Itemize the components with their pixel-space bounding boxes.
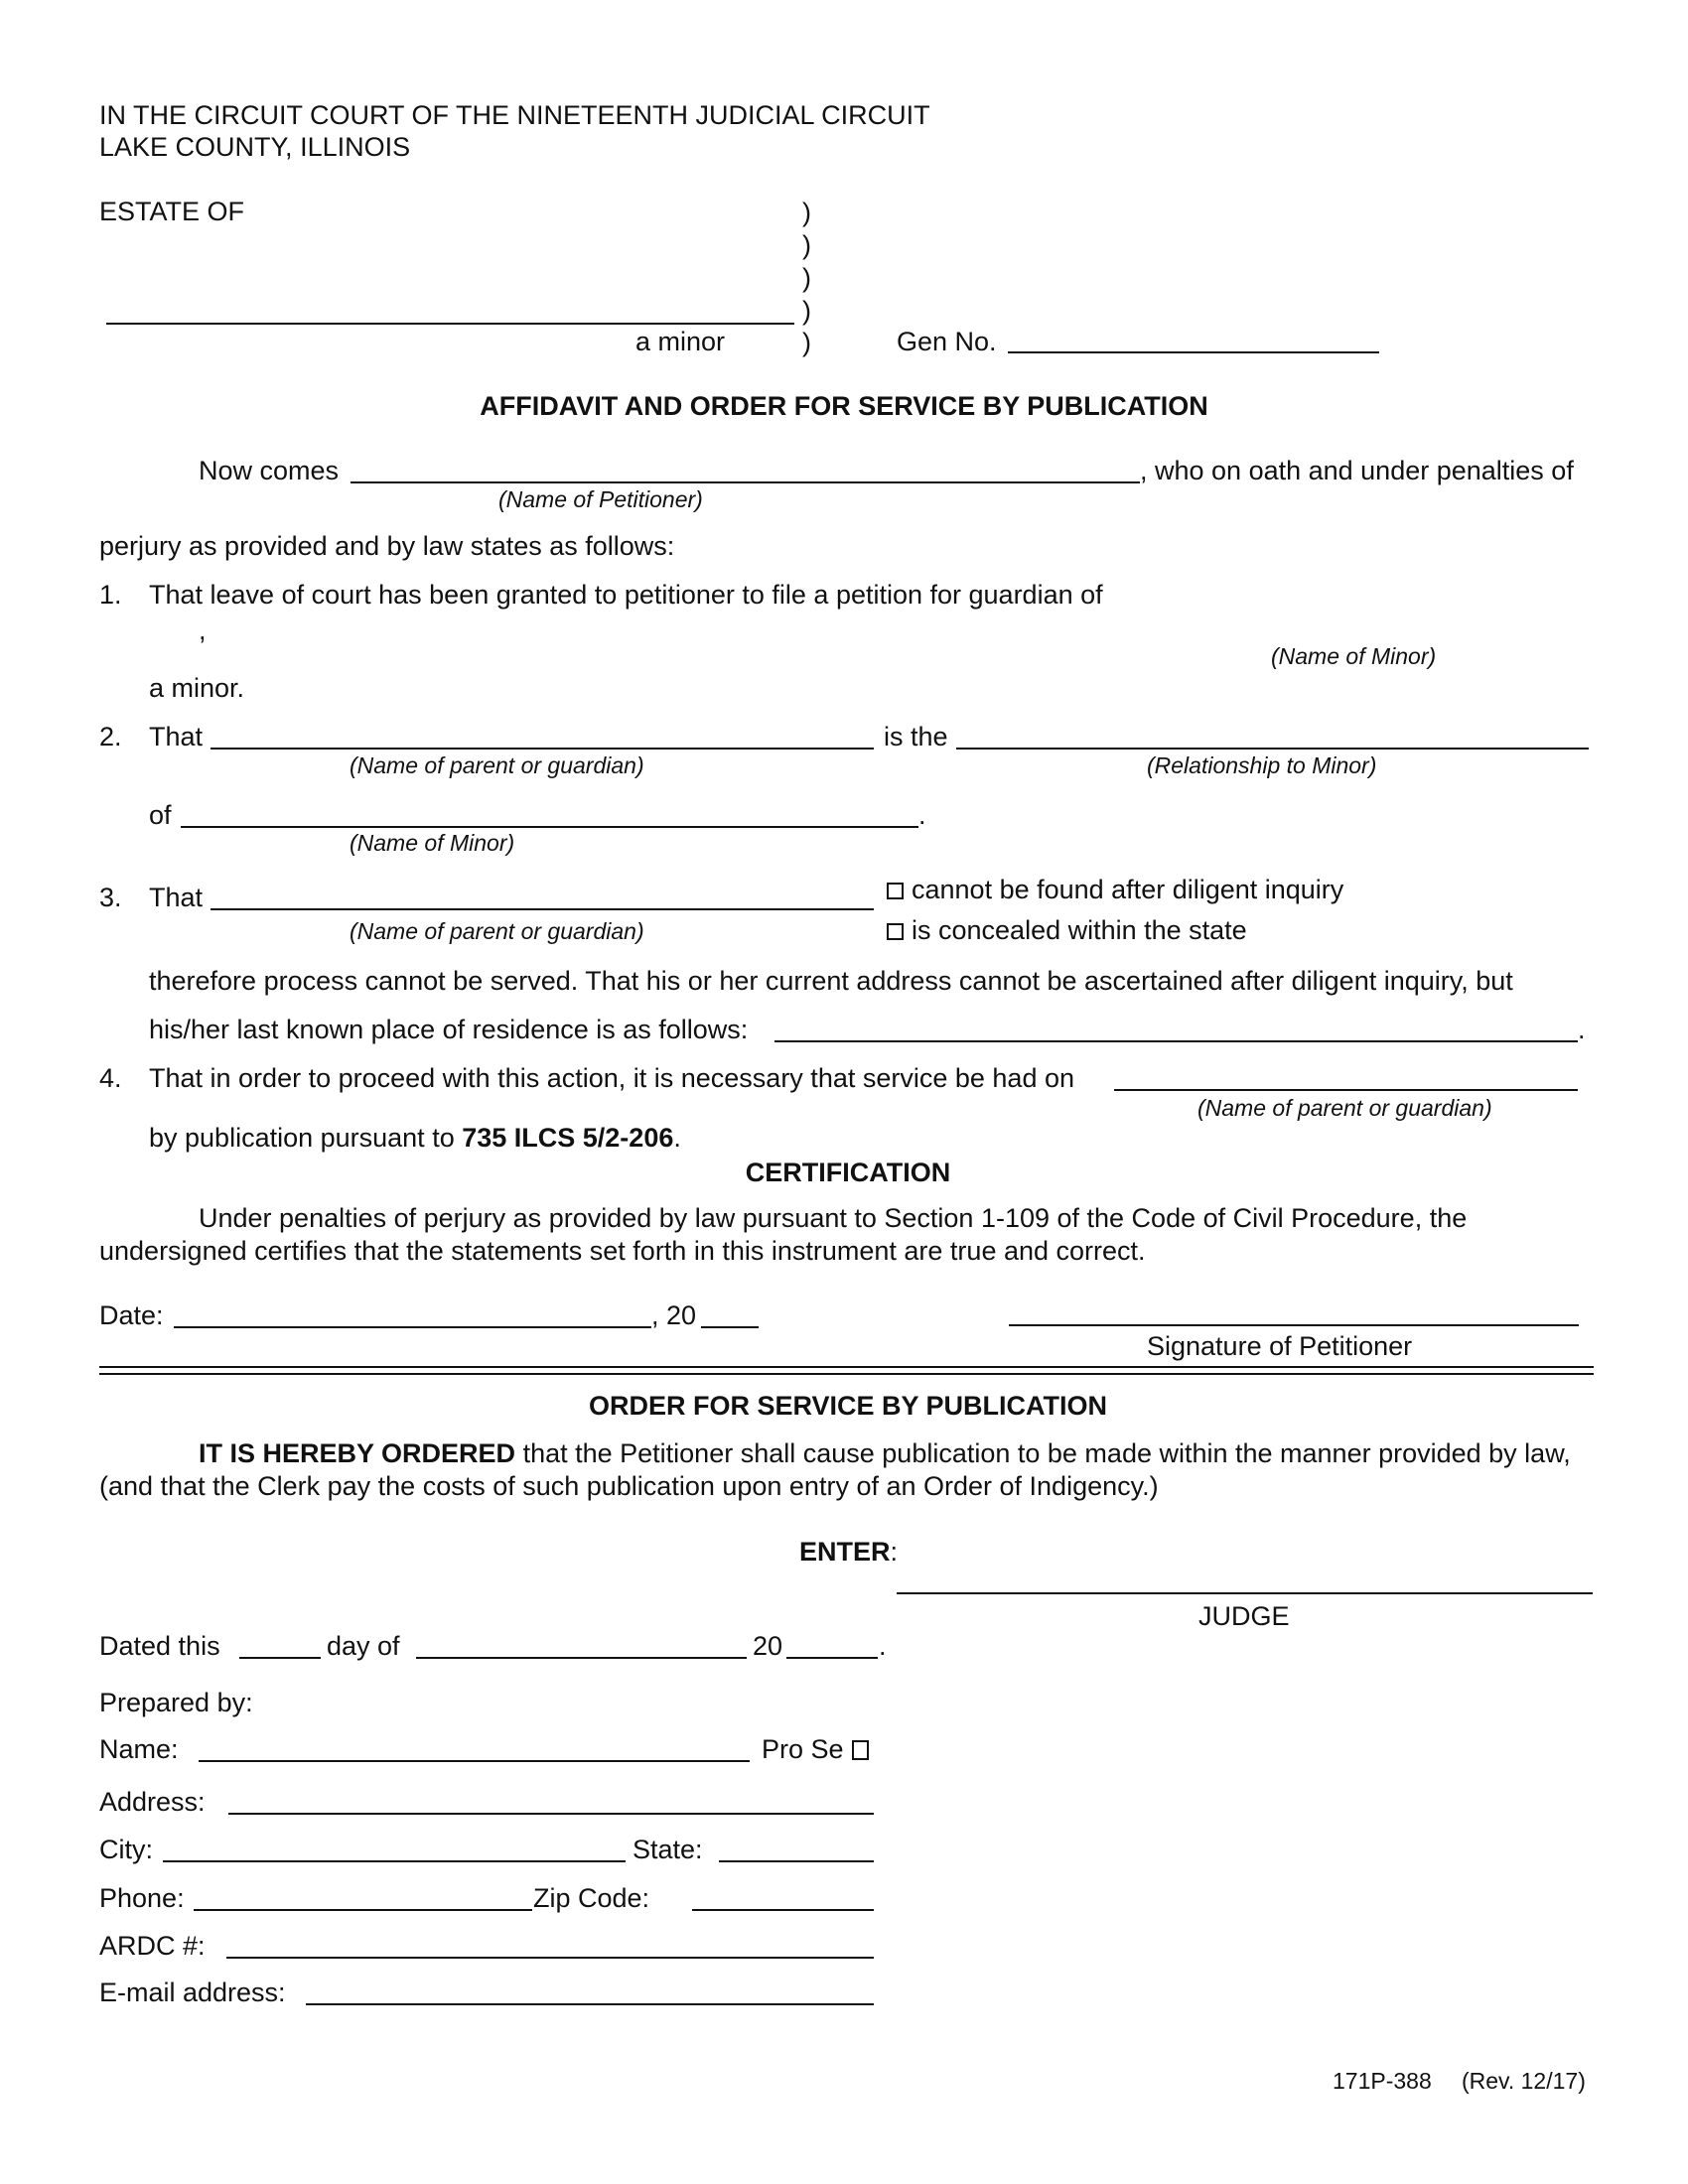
preparer-name-field[interactable] [199, 1732, 750, 1762]
pro-se-option[interactable] [762, 1733, 869, 1765]
state-field[interactable] [719, 1833, 874, 1862]
zip-field[interactable] [692, 1881, 874, 1911]
item4-parent-field[interactable] [1114, 1061, 1578, 1091]
perjury-line: perjury as provided and by law states as follows: [99, 531, 675, 561]
item4-text: That in order to proceed with this action, it is necessary that service be had on [149, 1063, 1074, 1093]
item1-minor-hint: (Name of Minor) [1271, 643, 1437, 669]
order-text [99, 1437, 1599, 1503]
petitioner-name-hint: (Name of Petitioner) [498, 486, 703, 512]
ardc-label: ARDC #: [99, 1931, 206, 1961]
caption-paren: ) [802, 230, 811, 260]
item3-period: . [1578, 1015, 1586, 1044]
gen-no-field[interactable] [1008, 324, 1379, 353]
address-label: Address: [99, 1787, 206, 1817]
now-comes-label: Now comes [199, 456, 340, 485]
option-cannot-be-found[interactable] [887, 874, 1343, 905]
petitioner-name-field[interactable] [351, 454, 1140, 483]
certification-text: Under penalties of perjury as provided by law pursuant to Section 1-109 of the Code of Civil Procedure, the undersigned certifies that the statements set forth in this instrument are true and correct. [99, 1203, 1468, 1266]
item2-is-the: is the [884, 722, 948, 751]
item2-relationship-hint: (Relationship to Minor) [1147, 752, 1377, 778]
checkbox-icon[interactable] [887, 923, 904, 940]
order-year-field[interactable] [786, 1629, 878, 1659]
email-field[interactable] [306, 1976, 874, 2005]
form-title: AFFIDAVIT AND ORDER FOR SERVICE BY PUBLICATION [480, 391, 1208, 421]
caption-paren: ) [802, 263, 811, 293]
item3-parent-hint: (Name of parent or guardian) [350, 918, 644, 944]
address-field[interactable] [228, 1785, 874, 1815]
city-field[interactable] [163, 1833, 626, 1862]
caption-paren: ) [802, 198, 811, 227]
estate-name-field[interactable] [106, 295, 794, 325]
item1-comma: , [199, 615, 207, 645]
prepared-by-label: Prepared by: [99, 1688, 253, 1717]
option-concealed-label: is concealed within the state [912, 915, 1247, 945]
item3-continuation: therefore process cannot be served. That his or her current address cannot be ascertained after diligent inquiry, but [149, 966, 1513, 996]
gen-no-label: Gen No. [897, 327, 997, 356]
enter-text [799, 1536, 898, 1568]
court-name: IN THE CIRCUIT COURT OF THE NINETEENTH JUDICIAL CIRCUIT [99, 100, 930, 130]
item2-number: 2. [99, 722, 122, 751]
item2-period: . [918, 800, 926, 830]
option-cannot-be-found-label: cannot be found after diligent inquiry [912, 875, 1344, 904]
item4-number: 4. [99, 1063, 122, 1093]
city-label: City: [99, 1835, 153, 1864]
dated-this-label: Dated this [99, 1631, 220, 1661]
date-label: Date: [99, 1300, 164, 1330]
email-label: E-mail address: [99, 1978, 286, 2007]
oath-text: , who on oath and under penalties of [1140, 456, 1574, 485]
item2-that: That [149, 722, 204, 751]
county-name: LAKE COUNTY, ILLINOIS [99, 132, 411, 162]
item3-number: 3. [99, 883, 122, 912]
judge-label: JUDGE [1198, 1601, 1290, 1631]
ordered-bold: IT IS HEREBY ORDERED [199, 1438, 516, 1468]
option-concealed[interactable] [887, 914, 1247, 946]
by-publication-text [149, 1122, 681, 1154]
enter-colon: : [890, 1537, 899, 1567]
order-day-field[interactable] [239, 1629, 321, 1659]
certification-heading: CERTIFICATION [745, 1158, 951, 1187]
item2-of: of [149, 800, 172, 830]
enter-label: ENTER [799, 1537, 891, 1567]
checkbox-icon[interactable] [852, 1740, 869, 1760]
by-publication-label: by publication pursuant to [149, 1123, 463, 1153]
estate-of-label: ESTATE OF [99, 197, 245, 226]
phone-label: Phone: [99, 1883, 185, 1913]
name-label: Name: [99, 1734, 179, 1764]
item3-last-known: his/her last known place of residence is as follows: [149, 1015, 749, 1044]
a-minor-label: a minor [635, 327, 726, 356]
zip-label: Zip Code: [533, 1883, 650, 1913]
item4-parent-hint: (Name of parent or guardian) [1197, 1095, 1492, 1121]
form-revision: (Rev. 12/17) [1462, 2068, 1586, 2094]
certification-year-prefix: , 20 [651, 1300, 697, 1330]
pro-se-label: Pro Se [762, 1734, 844, 1764]
certification-year-field[interactable] [701, 1298, 759, 1328]
item2-parent-field[interactable] [211, 720, 874, 750]
item3-that: That [149, 883, 204, 912]
item2-relationship-field[interactable] [956, 720, 1589, 750]
ordered-text: that the Petitioner shall cause publication to be made within the manner provided by law, (and that the Clerk pay the costs of such publication upon entry of an Order of Indigency.) [99, 1438, 1571, 1501]
item3-parent-field[interactable] [211, 881, 874, 910]
order-year-prefix: 20 [753, 1631, 783, 1661]
order-month-field[interactable] [416, 1629, 747, 1659]
judge-signature-line[interactable] [897, 1592, 1593, 1594]
signature-label: Signature of Petitioner [1147, 1331, 1413, 1361]
item2-parent-hint: (Name of parent or guardian) [350, 752, 644, 778]
item1-text: That leave of court has been granted to petitioner to file a petition for guardian of [149, 580, 1103, 610]
caption-paren: ) [802, 328, 811, 357]
item2-minor-hint: (Name of Minor) [350, 830, 515, 856]
petitioner-signature-field[interactable] [1009, 1297, 1579, 1326]
divider [99, 1366, 1594, 1368]
statute-citation: 735 ILCS 5/2-206 [462, 1123, 674, 1153]
form-number: 171P-388 [1333, 2068, 1432, 2094]
order-heading: ORDER FOR SERVICE BY PUBLICATION [588, 1391, 1108, 1421]
order-period: . [879, 1631, 887, 1661]
last-known-residence-field[interactable] [774, 1013, 1578, 1042]
caption-paren: ) [802, 296, 811, 326]
ardc-field[interactable] [226, 1929, 874, 1959]
day-of-label: day of [327, 1631, 400, 1661]
certification-date-field[interactable] [174, 1298, 651, 1328]
checkbox-icon[interactable] [887, 883, 904, 899]
item1-a-minor: a minor. [149, 673, 245, 703]
state-label: State: [633, 1835, 703, 1864]
phone-field[interactable] [194, 1881, 532, 1911]
item1-number: 1. [99, 580, 122, 610]
divider [99, 1373, 1594, 1375]
item2-minor-field[interactable] [181, 798, 918, 828]
item4-period: . [673, 1123, 681, 1153]
